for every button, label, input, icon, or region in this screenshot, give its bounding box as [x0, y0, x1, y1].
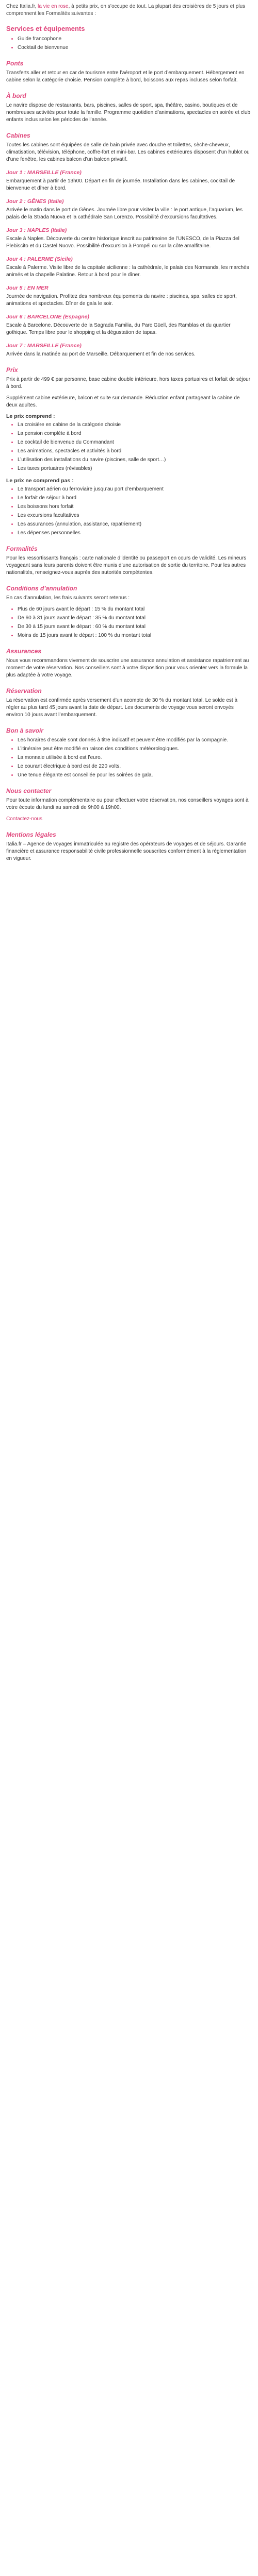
list-item: • De 30 à 15 jours avant le départ : 60 % du montant total — [18, 623, 252, 631]
conditions-list — [6, 606, 252, 639]
list-item: • Guide francophone — [18, 36, 252, 43]
list-item: • Les taxes portuaires (révisables) — [18, 465, 252, 472]
reservation-heading: Réservation — [6, 687, 42, 694]
conditions-heading: Conditions d’annulation — [6, 585, 77, 592]
ponts-text: Transferts aller et retour en car de tourisme entre l’aéroport et le port d’embarquement. Hébergement en cabine selon la catégorie choisie. Pension complète à bord, boissons aux repas incluses selon forfait. — [6, 70, 245, 83]
reservation-text: La réservation est confirmée après versement d’un acompte de 30 % du montant total. Le solde est à régler au plus tard 45 jours avant la date de départ. Les documents de voyage vous seront envoyés environ 10 jours avant l’embarquement. — [6, 698, 238, 718]
list-item: • La monnaie utilisée à bord est l’euro. — [18, 754, 252, 761]
list-item: • Les excursions facultatives — [18, 512, 252, 519]
conditions-intro: En cas d’annulation, les frais suivants seront retenus : — [6, 595, 130, 601]
list-item: • Le courant électrique à bord est de 220 volts. — [18, 763, 252, 770]
itinerary-day: Jour 5 : EN MER — [6, 285, 49, 291]
prix-heading: Prix — [6, 366, 18, 374]
ponts-heading: Ponts — [6, 60, 24, 67]
list-item: • Le cocktail de bienvenue du Commandant — [18, 439, 252, 446]
itinerary — [6, 170, 252, 358]
cabins-text: Toutes les cabines sont équipées de salle de bain privée avec douche et toilettes, sèche-cheveux, climatisation, télévision, téléphone, coffre-fort et mini-bar. Les cabines extérieures disposent d’un hublot ou d’une fenêtre, les cabines balcon d’un balcon privatif. — [6, 142, 250, 162]
itinerary-day: Jour 1 : MARSEILLE (France) — [6, 170, 82, 176]
itinerary-day: Jour 3 : NAPLES (Italie) — [6, 227, 67, 233]
inclus-list — [6, 421, 252, 472]
intro-prefix: Chez Italia.fr, — [6, 4, 38, 9]
services-list — [6, 36, 252, 52]
list-item: • La pension complète à bord — [18, 430, 252, 437]
list-item: • L’itinéraire peut être modifié en raison des conditions météorologiques. — [18, 745, 252, 753]
itinerary-text: Arrivée dans la matinée au port de Marseille. Débarquement et fin de nos services. — [6, 351, 196, 357]
list-item: • Les boissons hors forfait — [18, 503, 252, 511]
assurances-heading: Assurances — [6, 648, 42, 655]
exclus-heading: Le prix ne comprend pas : — [6, 478, 74, 484]
intro-text — [6, 3, 252, 18]
itinerary-text: Arrivée le matin dans le port de Gênes. Journée libre pour visiter la ville : le port antique, l’aquarium, les palais de la Strada Nuova et la cathédrale San Lorenzo. Possibilité d’excursions facultatives. — [6, 207, 243, 220]
itinerary-day: Jour 7 : MARSEILLE (France) — [6, 343, 82, 349]
itinerary-day: Jour 4 : PALERME (Sicile) — [6, 256, 73, 262]
itinerary-day: Jour 2 : GÊNES (Italie) — [6, 198, 64, 205]
itinerary-text: Escale à Palerme. Visite libre de la capitale sicilienne : la cathédrale, le palais des Normands, les marchés animés et la chapelle Palatine. Retour à bord pour le dîner. — [6, 265, 249, 278]
itinerary-text: Journée de navigation. Profitez des nombreux équipements du navire : piscines, spa, salles de sport, animations et spectacles. Dîner de gala le soir. — [6, 294, 237, 307]
formalites-heading: Formalités — [6, 545, 38, 552]
list-item: • Le transport aérien ou ferroviaire jusqu’au port d’embarquement — [18, 486, 252, 493]
bon-a-savoir-list — [6, 737, 252, 779]
bon-a-savoir-heading: Bon à savoir — [6, 727, 44, 734]
itinerary-day: Jour 6 : BARCELONE (Espagne) — [6, 314, 90, 320]
prix-text-2: Supplément cabine extérieure, balcon et suite sur demande. Réduction enfant partageant la cabine de deux adultes. — [6, 395, 240, 408]
list-item: • L’utilisation des installations du navire (piscines, salle de sport…) — [18, 456, 252, 464]
list-item: • Plus de 60 jours avant le départ : 15 % du montant total — [18, 606, 252, 613]
prix-text-1: Prix à partir de 499 € par personne, base cabine double intérieure, hors taxes portuaires et forfait de séjour à bord. — [6, 377, 251, 389]
itinerary-text: Embarquement à partir de 13h00. Départ en fin de journée. Installation dans les cabines, cocktail de bienvenue et dîner à bord. — [6, 178, 235, 191]
itinerary-text: Escale à Naples. Découverte du centre historique inscrit au patrimoine de l’UNESCO, de la Piazza del Plebiscito et du Castel Nuovo. Possibilité d’excursion à Pompéi ou sur la côte amalfitaine. — [6, 236, 239, 249]
list-item: • Les horaires d’escale sont donnés à titre indicatif et peuvent être modifiés par la compagnie. — [18, 737, 252, 744]
legal-text: Italia.fr – Agence de voyages immatriculée au registre des opérateurs de voyages et de séjours. Garantie financière et assurance responsabilité civile professionnelle souscrites conformément à la réglementation en vigueur. — [6, 841, 247, 861]
exclus-list — [6, 486, 252, 537]
itinerary-text: Escale à Barcelone. Découverte de la Sagrada Familia, du Parc Güell, des Ramblas et du quartier gothique. Temps libre pour le shopping et la dégustation de tapas. — [6, 323, 231, 335]
inclus-heading: Le prix comprend : — [6, 413, 55, 419]
services-heading: Services et équipements — [6, 25, 85, 32]
list-item: • Une tenue élégante est conseillée pour les soirées de gala. — [18, 772, 252, 779]
list-item: • De 60 à 31 jours avant le départ : 35 % du montant total — [18, 615, 252, 622]
list-item: • La croisière en cabine de la catégorie choisie — [18, 421, 252, 429]
list-item: • Moins de 15 jours avant le départ : 100 % du montant total — [18, 632, 252, 639]
bateau-heading: À bord — [6, 92, 26, 99]
list-item: • Les dépenses personnelles — [18, 530, 252, 537]
legal-heading: Mentions légales — [6, 831, 56, 838]
contact-heading: Nous contacter — [6, 787, 52, 794]
formalites-text: Pour les ressortissants français : carte nationale d’identité ou passeport en cours de validité. Les mineurs voyageant sans leurs parents doivent être munis d’une autorisation de sortie du territoire. Pour les autres nationalités, renseignez-vous auprès des autorités compétentes. — [6, 555, 247, 575]
cabins-heading: Cabines — [6, 132, 30, 139]
list-item: • Le forfait de séjour à bord — [18, 495, 252, 502]
intro-link[interactable]: la vie en rose — [38, 4, 69, 9]
list-item: • Cocktail de bienvenue — [18, 44, 252, 52]
bateau-text: Le navire dispose de restaurants, bars, piscines, salles de sport, spa, théâtre, casino, boutiques et de nombreuses activités pour toute la famille. Programme quotidien d’animations, spectacles en soirée et club enfants inclus selon les périodes de l’année. — [6, 103, 251, 123]
intro-suffix: , à petits prix, on s’occupe de tout. La plupart des croisières de 5 jours et plus comprennent les Formalités suivantes : — [6, 4, 246, 16]
list-item: • Les assurances (annulation, assistance, rapatriement) — [18, 521, 252, 528]
page-content — [0, 0, 258, 862]
list-item: • Les animations, spectacles et activités à bord — [18, 448, 252, 455]
contact-link[interactable]: Contactez-nous — [6, 816, 43, 822]
contact-text: Pour toute information complémentaire ou pour effectuer votre réservation, nos conseillers voyages sont à votre écoute du lundi au samedi de 9h00 à 19h00. — [6, 798, 249, 810]
assurances-text: Nous vous recommandons vivement de souscrire une assurance annulation et assistance rapatriement au moment de votre réservation. Nos conseillers sont à votre disposition pour vous orienter vers la formule la plus adaptée à votre voyage. — [6, 658, 249, 678]
